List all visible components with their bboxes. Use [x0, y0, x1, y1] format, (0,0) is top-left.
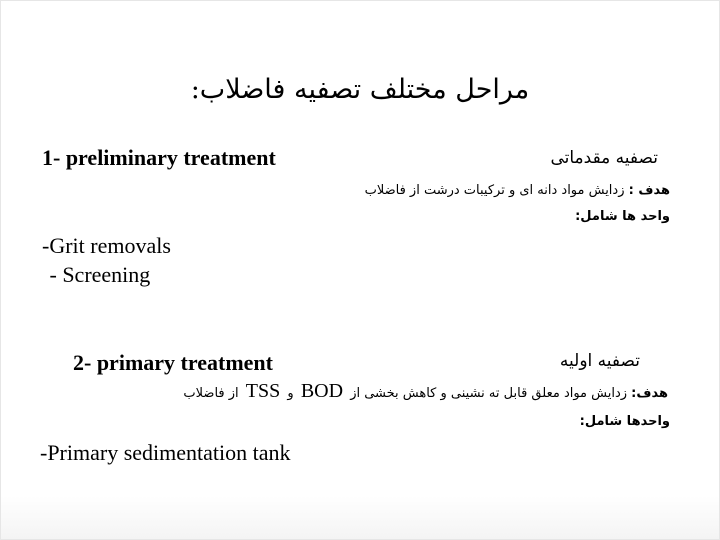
slide-title: مراحل مختلف تصفیه فاضلاب:	[190, 74, 530, 105]
section1-goal-label: هدف :	[628, 183, 670, 198]
section2-goal-text-after: از فاضلاب	[183, 386, 239, 401]
section2-goal-bod: BOD	[300, 380, 344, 402]
section2-heading-fa: تصفیه اولیه	[559, 351, 640, 371]
section2-goal-text: زدایش مواد معلق قابل ته نشینی و کاهش بخشی از	[350, 386, 628, 401]
section1-heading-fa: تصفیه مقدماتی	[550, 148, 658, 168]
section1-goal-text: زدایش مواد دانه ای و ترکیبات درشت از فاضلاب	[364, 183, 625, 198]
section2-goal-tss: TSS	[245, 380, 281, 402]
section2-goal-and: و	[287, 386, 294, 401]
section1-heading-en: 1- preliminary treatment	[42, 145, 276, 170]
section2-goal	[183, 380, 668, 403]
section2-units-label: واحدها شامل:	[579, 414, 670, 429]
section2-goal-label: هدف:	[631, 386, 668, 401]
section2-heading-en: 2- primary treatment	[73, 350, 273, 375]
section1-goal	[365, 183, 670, 198]
section2-list-item: -Primary sedimentation tank	[40, 440, 291, 465]
section1-list-item: - Screening	[44, 262, 151, 287]
section1-list-item: -Grit removals	[42, 233, 171, 258]
section1-units-label: واحد ها شامل:	[575, 209, 670, 224]
